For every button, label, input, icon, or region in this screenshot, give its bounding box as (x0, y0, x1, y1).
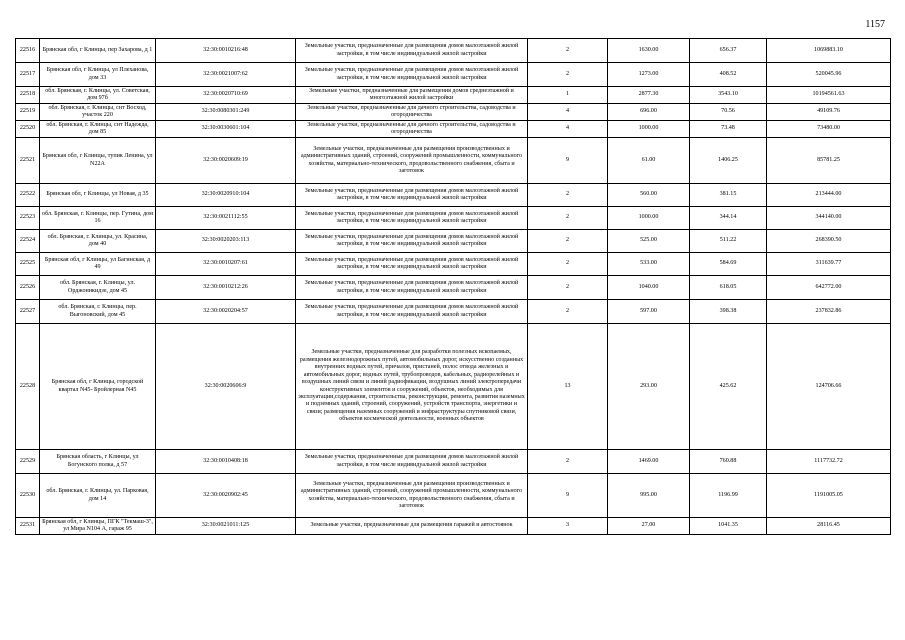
address-cell: Брянская обл, г Клинцы, тупик Ленина, ул N22А (40, 138, 156, 184)
address-cell: Брянская обл, г Клинцы, пер Захарова, д 1 (40, 39, 156, 63)
cadastral-number-cell: 32:30:0020902:45 (156, 474, 296, 518)
group-cell: 2 (528, 276, 608, 300)
specific-value-cell: 511.22 (690, 230, 767, 253)
specific-value-cell: 73.48 (690, 121, 767, 138)
table-row (16, 207, 891, 230)
area-cell: 1273.00 (608, 63, 690, 87)
specific-value-cell: 1406.25 (690, 138, 767, 184)
table-row (16, 104, 891, 121)
cadastral-value-cell: 237832.86 (767, 300, 891, 324)
group-cell: 2 (528, 450, 608, 474)
area-cell: 995.00 (608, 474, 690, 518)
cadastral-number-cell: 32:30:0010408:18 (156, 450, 296, 474)
cadastral-number-cell: 32:30:0020606:9 (156, 324, 296, 450)
address-cell: обл. Брянская, г. Клинцы, ул. Красина, дом 40 (40, 230, 156, 253)
group-cell: 2 (528, 253, 608, 276)
table-row (16, 138, 891, 184)
area-cell: 1040.00 (608, 276, 690, 300)
cadastral-number-cell: 32:30:0020203:113 (156, 230, 296, 253)
row-number-cell: 22530 (16, 474, 40, 518)
address-cell: обл. Брянская, г. Клинцы, снт Восход, участок 220 (40, 104, 156, 121)
row-number-cell: 22522 (16, 184, 40, 207)
cadastral-number-cell: 32:30:0010216:48 (156, 39, 296, 63)
land-use-cell: Земельные участки, предназначенные для размещения домов малоэтажной жилой застройки, в том числе индивидуальной жилой застройки (296, 39, 528, 63)
row-number-cell: 22524 (16, 230, 40, 253)
cadastral-value-cell: 73480.00 (767, 121, 891, 138)
cadastral-number-cell: 32:30:0010207:61 (156, 253, 296, 276)
cadastral-value-cell: 1117732.72 (767, 450, 891, 474)
land-use-cell: Земельные участки, предназначенные для размещения домов малоэтажной жилой застройки, в том числе индивидуальной жилой застройки (296, 184, 528, 207)
address-cell: Брянская область, г Клинцы, ул Богунского полка, д 57 (40, 450, 156, 474)
cadastral-value-cell: 311639.77 (767, 253, 891, 276)
area-cell: 1000.00 (608, 121, 690, 138)
row-number-cell: 22519 (16, 104, 40, 121)
address-cell: Брянская обл, г Клинцы, ул Плеханова, дом 33 (40, 63, 156, 87)
group-cell: 2 (528, 207, 608, 230)
land-use-cell: Земельные участки, предназначенные для размещения домов малоэтажной жилой застройки, в том числе индивидуальной жилой застройки (296, 450, 528, 474)
land-use-cell: Земельные участки, предназначенные для размещения гаражей и автостоянок (296, 518, 528, 535)
table-row (16, 276, 891, 300)
specific-value-cell: 425.62 (690, 324, 767, 450)
table-row (16, 253, 891, 276)
cadastral-value-cell: 1191005.05 (767, 474, 891, 518)
address-cell: обл. Брянская, г. Клинцы, ул. Парковая, дом 14 (40, 474, 156, 518)
cadastral-value-cell: 642772.00 (767, 276, 891, 300)
address-cell: обл. Брянская, г. Клинцы, пер. Гутина, дом 16 (40, 207, 156, 230)
area-cell: 533.00 (608, 253, 690, 276)
address-cell: обл. Брянская, г. Клинцы, ул. Орджоникидзе, дом 45 (40, 276, 156, 300)
cadastral-value-cell: 10194561.63 (767, 87, 891, 104)
group-cell: 13 (528, 324, 608, 450)
land-use-cell: Земельные участки, предназначенные для размещения домов малоэтажной жилой застройки, в том числе индивидуальной жилой застройки (296, 207, 528, 230)
land-use-cell: Земельные участки, предназначенные для размещения домов малоэтажной жилой застройки, в том числе индивидуальной жилой застройки (296, 300, 528, 324)
land-use-cell: Земельные участки, предназначенные для размещения производственных и административных зданий, строений, сооружений промышленности, коммунального хозяйства, материально-технического, продовольственного снабжения, сбыта и заготовок (296, 138, 528, 184)
land-use-cell: Земельные участки, предназначенные для размещения домов малоэтажной жилой застройки, в том числе индивидуальной жилой застройки (296, 276, 528, 300)
area-cell: 597.00 (608, 300, 690, 324)
row-number-cell: 22526 (16, 276, 40, 300)
area-cell: 525.00 (608, 230, 690, 253)
row-number-cell: 22521 (16, 138, 40, 184)
address-cell: обл. Брянская, г. Клинцы, ул. Советская, дом 97б (40, 87, 156, 104)
specific-value-cell: 1041.35 (690, 518, 767, 535)
cadastral-number-cell: 32:30:0020204:57 (156, 300, 296, 324)
group-cell: 3 (528, 518, 608, 535)
table-body (16, 39, 891, 535)
cadastral-value-cell: 49109.76 (767, 104, 891, 121)
specific-value-cell: 618.05 (690, 276, 767, 300)
cadastral-value-cell: 1069883.10 (767, 39, 891, 63)
row-number-cell: 22517 (16, 63, 40, 87)
page-number: 1157 (865, 19, 885, 30)
group-cell: 4 (528, 121, 608, 138)
cadastral-value-cell: 85781.25 (767, 138, 891, 184)
area-cell: 1630.00 (608, 39, 690, 63)
cadastral-value-table (15, 38, 891, 535)
group-cell: 2 (528, 300, 608, 324)
area-cell: 27.00 (608, 518, 690, 535)
row-number-cell: 22518 (16, 87, 40, 104)
group-cell: 9 (528, 474, 608, 518)
table-row (16, 324, 891, 450)
land-use-cell: Земельные участки, предназначенные для размещения домов малоэтажной жилой застройки, в том числе индивидуальной жилой застройки (296, 230, 528, 253)
address-cell: обл. Брянская, г. Клинцы, пер. Выгоновский, дом 45 (40, 300, 156, 324)
cadastral-number-cell: 32:30:0020910:104 (156, 184, 296, 207)
address-cell: Брянская обл, г Клинцы, городской квартал N45- Бройлерная N45 (40, 324, 156, 450)
table-row (16, 300, 891, 324)
area-cell: 1469.00 (608, 450, 690, 474)
cadastral-number-cell: 32:30:0030601:104 (156, 121, 296, 138)
table-row (16, 87, 891, 104)
table-row (16, 121, 891, 138)
land-use-cell: Земельные участки, предназначенные для размещения домов среднеэтажной и многоэтажной жилой застройки (296, 87, 528, 104)
specific-value-cell: 70.56 (690, 104, 767, 121)
specific-value-cell: 656.37 (690, 39, 767, 63)
address-cell: Брянская обл, г Клинцы, ул Багинская, д 49 (40, 253, 156, 276)
cadastral-value-cell: 124706.66 (767, 324, 891, 450)
address-cell: Брянская обл, г Клинцы, ул Новая, д 35 (40, 184, 156, 207)
specific-value-cell: 760.88 (690, 450, 767, 474)
specific-value-cell: 1196.99 (690, 474, 767, 518)
cadastral-number-cell: 32:30:0080301:249 (156, 104, 296, 121)
table-row (16, 474, 891, 518)
land-use-cell: Земельные участки, предназначенные для дачного строительства, садоводства и огородничества (296, 121, 528, 138)
specific-value-cell: 381.15 (690, 184, 767, 207)
group-cell: 2 (528, 63, 608, 87)
cadastral-value-cell: 344140.00 (767, 207, 891, 230)
group-cell: 1 (528, 87, 608, 104)
cadastral-number-cell: 32:30:0020710:69 (156, 87, 296, 104)
specific-value-cell: 398.38 (690, 300, 767, 324)
row-number-cell: 22520 (16, 121, 40, 138)
row-number-cell: 22527 (16, 300, 40, 324)
land-use-cell: Земельные участки, предназначенные для размещения домов малоэтажной жилой застройки, в том числе индивидуальной жилой застройки (296, 253, 528, 276)
cadastral-number-cell: 32:30:0020609:19 (156, 138, 296, 184)
group-cell: 4 (528, 104, 608, 121)
area-cell: 696.00 (608, 104, 690, 121)
table-row (16, 450, 891, 474)
cadastral-number-cell: 32:30:0021112:55 (156, 207, 296, 230)
row-number-cell: 22528 (16, 324, 40, 450)
group-cell: 9 (528, 138, 608, 184)
land-use-cell: Земельные участки, предназначенные для разработки полезных ископаемых, размещения железнодорожных путей, автомобильных дорог, искусственно созданных внутренних водных путей, причалов, пристаней, полос отвода железных и автомобильных дорог, водных путей, трубопроводов, кабельных, радиорелейных и воздушных линий связи и линий радиофикации, воздушных линий электропередачи конструктивных элементов и сооружений, объектов, необходимых для эксплуатации,содержания, строительства, реконструкции, ремонта, развития наземных и подземных зданий, строений, сооружений, устройств транспорта, энергетики и связи; размещения наземных сооружений и инфраструктуры спутниковой связи, объектов космической деятельности, военных объектов (296, 324, 528, 450)
specific-value-cell: 3543.10 (690, 87, 767, 104)
row-number-cell: 22516 (16, 39, 40, 63)
land-use-cell: Земельные участки, предназначенные для размещения домов малоэтажной жилой застройки, в том числе индивидуальной жилой застройки (296, 63, 528, 87)
specific-value-cell: 408.52 (690, 63, 767, 87)
area-cell: 61.00 (608, 138, 690, 184)
specific-value-cell: 584.69 (690, 253, 767, 276)
group-cell: 2 (528, 184, 608, 207)
cadastral-number-cell: 32:30:0010212:26 (156, 276, 296, 300)
cadastral-value-cell: 268390.50 (767, 230, 891, 253)
cadastral-number-cell: 32:30:0021011:125 (156, 518, 296, 535)
row-number-cell: 22531 (16, 518, 40, 535)
address-cell: обл. Брянская, г. Клинцы, снт Надежда, дом 85 (40, 121, 156, 138)
group-cell: 2 (528, 230, 608, 253)
row-number-cell: 22529 (16, 450, 40, 474)
specific-value-cell: 344.14 (690, 207, 767, 230)
table-row (16, 63, 891, 87)
area-cell: 560.00 (608, 184, 690, 207)
cadastral-value-cell: 213444.00 (767, 184, 891, 207)
land-use-cell: Земельные участки, предназначенные для размещения производственных и административных зданий, строений, сооружений промышленности, коммунального хозяйства, материально-технического, продовольственного снабжения, сбыта и заготовок (296, 474, 528, 518)
group-cell: 2 (528, 39, 608, 63)
cadastral-value-cell: 28116.45 (767, 518, 891, 535)
land-use-cell: Земельные участки, предназначенные для дачного строительства, садоводства и огородничества (296, 104, 528, 121)
table-row (16, 39, 891, 63)
table-row (16, 518, 891, 535)
area-cell: 1000.00 (608, 207, 690, 230)
row-number-cell: 22525 (16, 253, 40, 276)
row-number-cell: 22523 (16, 207, 40, 230)
cadastral-number-cell: 32:30:0021007:62 (156, 63, 296, 87)
cadastral-value-cell: 520045.96 (767, 63, 891, 87)
table-row (16, 230, 891, 253)
table-row (16, 184, 891, 207)
address-cell: Брянская обл, г Клинцы, ПГК "Текмаш-3", ул Мира N104 А, гараж 95 (40, 518, 156, 535)
area-cell: 2877.30 (608, 87, 690, 104)
area-cell: 293.00 (608, 324, 690, 450)
